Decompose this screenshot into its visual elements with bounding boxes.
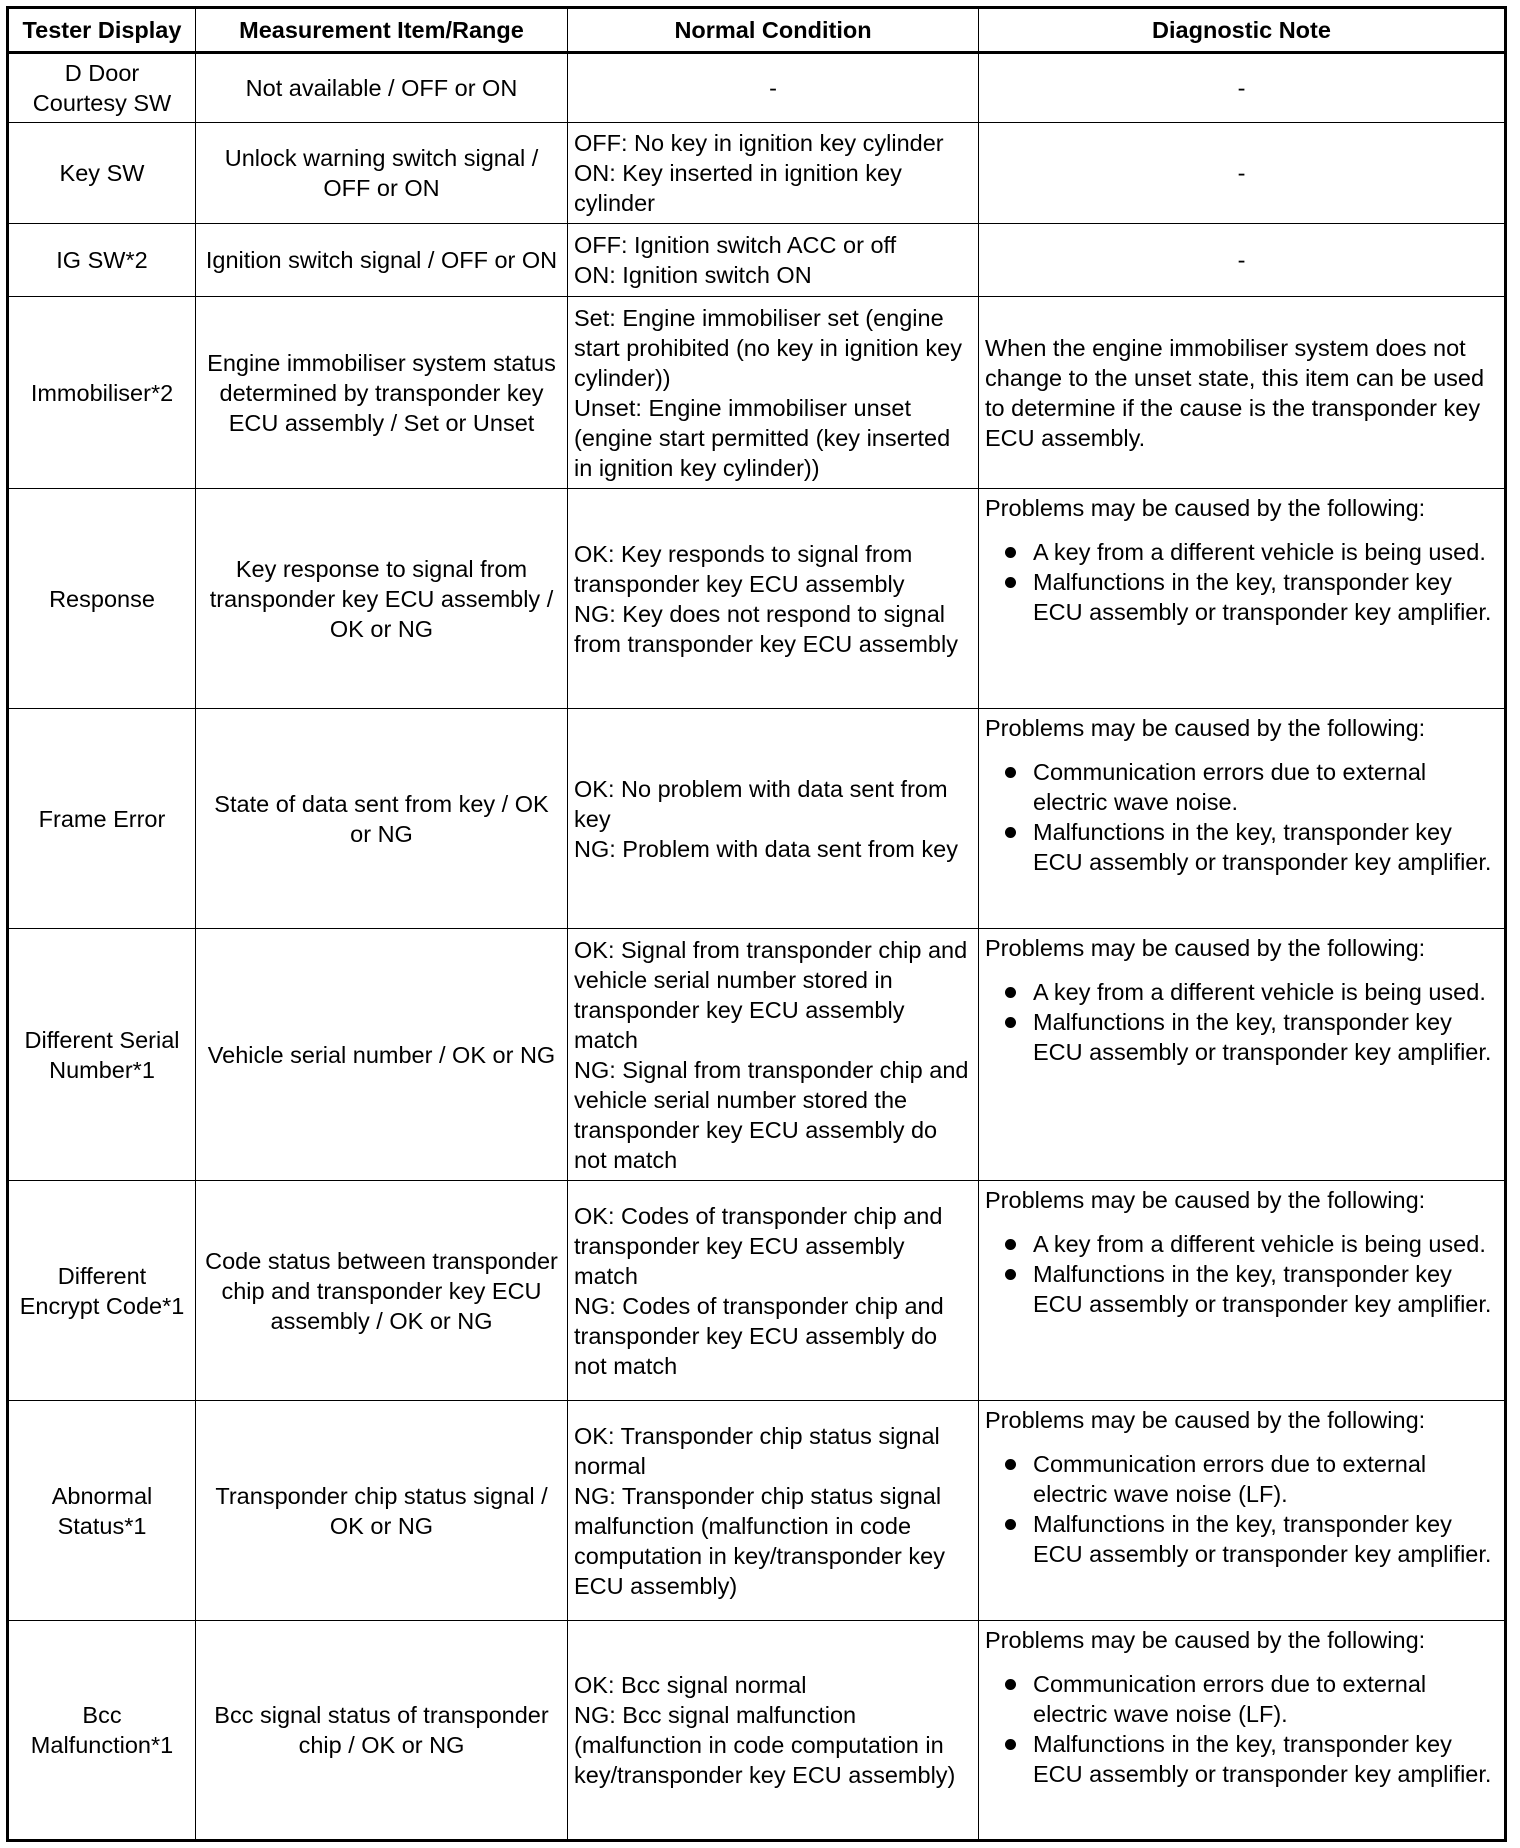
list-item: Malfunctions in the key, transponder key ECU assembly or transponder key amplifier. — [985, 567, 1498, 627]
measurement-text: Key response to signal from transponder key ECU assembly / OK or NG — [209, 555, 554, 642]
table-row — [8, 709, 1506, 929]
diagnostic-note-text: Problems may be caused by the following: — [985, 495, 1426, 521]
table-row — [8, 123, 1506, 224]
list-item: A key from a different vehicle is being used. — [985, 977, 1498, 1007]
measurement-cell — [196, 224, 568, 297]
tester-display-cell — [8, 489, 196, 709]
normal-condition-cell — [568, 929, 979, 1181]
measurement-cell — [196, 709, 568, 929]
measurement-cell — [196, 123, 568, 224]
tester-display-cell — [8, 1621, 196, 1841]
tester-display-cell — [8, 1401, 196, 1621]
measurement-text: Bcc signal status of transponder chip / OK or NG — [214, 1702, 549, 1758]
tester-display-cell — [8, 224, 196, 297]
normal-condition-cell — [568, 709, 979, 929]
diagnostic-note-cell — [979, 123, 1506, 224]
normal-condition-line: OK: Signal from transponder chip and vehicle serial number stored in transponder key ECU assembly match — [574, 936, 968, 1053]
normal-condition-line: OK: Codes of transponder chip and transponder key ECU assembly match — [574, 1202, 943, 1289]
cause-list — [985, 1449, 1498, 1569]
data-list-sheet — [6, 6, 1507, 1842]
diagnostic-note-text: Problems may be caused by the following: — [985, 935, 1426, 961]
measurement-text: Engine immobiliser system status determined by transponder key ECU assembly / Set or Unset — [207, 349, 556, 436]
tester-display-cell — [8, 297, 196, 489]
normal-condition-line: - — [769, 75, 777, 101]
list-item: Communication errors due to external electric wave noise (LF). — [985, 1669, 1498, 1729]
cause-list — [985, 977, 1498, 1067]
measurement-cell — [196, 1181, 568, 1401]
normal-condition-line: Unset: Engine immobiliser unset (engine start permitted (key inserted in ignition key cylinder)) — [574, 394, 951, 481]
measurement-text: Transponder chip status signal / OK or NG — [215, 1482, 548, 1539]
measurement-cell — [196, 1401, 568, 1621]
tester-display-text: Key SW — [59, 160, 145, 186]
normal-condition-line: ON: Key inserted in ignition key cylinder — [574, 160, 902, 216]
diagnostic-note-text: - — [1237, 160, 1246, 186]
list-item: Malfunctions in the key, transponder key ECU assembly or transponder key amplifier. — [985, 1729, 1498, 1789]
normal-condition-line: OFF: Ignition switch ACC or off — [574, 232, 897, 258]
tester-display-cell — [8, 929, 196, 1181]
measurement-text: Unlock warning switch signal / OFF or ON — [224, 145, 539, 201]
list-item: A key from a different vehicle is being used. — [985, 1229, 1498, 1259]
table-row — [8, 1401, 1506, 1621]
table-body — [8, 53, 1506, 1841]
table-row — [8, 929, 1506, 1181]
table-row — [8, 297, 1506, 489]
measurement-text: Code status between transponder chip and transponder key ECU assembly / OK or NG — [205, 1247, 558, 1334]
normal-condition-cell — [568, 224, 979, 297]
normal-condition-line: OFF: No key in ignition key cylinder — [574, 130, 944, 156]
tester-display-text: Frame Error — [38, 805, 166, 832]
header-diagnostic-note: Diagnostic Note — [979, 8, 1506, 53]
diagnostic-note-cell — [979, 929, 1506, 1181]
measurement-text: Ignition switch signal / OFF or ON — [205, 247, 558, 273]
measurement-text: Vehicle serial number / OK or NG — [207, 1041, 556, 1068]
diagnostic-note-cell — [979, 1621, 1506, 1841]
data-list-table — [6, 6, 1507, 1842]
list-item: Communication errors due to external electric wave noise. — [985, 757, 1498, 817]
normal-condition-line: NG: Signal from transponder chip and vehicle serial number stored the transponder key ECU assembly do not match — [574, 1056, 969, 1173]
list-item: Malfunctions in the key, transponder key ECU assembly or transponder key amplifier. — [985, 1259, 1498, 1319]
diagnostic-note-text: - — [1237, 247, 1246, 273]
measurement-cell — [196, 929, 568, 1181]
diagnostic-note-cell — [979, 709, 1506, 929]
measurement-cell — [196, 489, 568, 709]
diagnostic-note-cell — [979, 224, 1506, 297]
normal-condition-cell — [568, 1621, 979, 1841]
table-row — [8, 1621, 1506, 1841]
normal-condition-line: NG: Codes of transponder chip and transponder key ECU assembly do not match — [574, 1292, 944, 1379]
measurement-text: State of data sent from key / OK or NG — [214, 790, 549, 847]
tester-display-text: Different Serial Number*1 — [24, 1026, 180, 1083]
measurement-cell — [196, 297, 568, 489]
tester-display-cell — [8, 53, 196, 123]
header-measurement-item: Measurement Item/Range — [196, 8, 568, 53]
diagnostic-note-text: Problems may be caused by the following: — [985, 1407, 1426, 1433]
normal-condition-line: NG: Transponder chip status signal malfunction (malfunction in code computation in key/transponder key ECU assembly) — [574, 1482, 945, 1599]
diagnostic-note-text: When the engine immobiliser system does not change to the unset state, this item can be used to determine if the cause is the transponder key ECU assembly. — [985, 334, 1485, 451]
list-item: A key from a different vehicle is being used. — [985, 537, 1498, 567]
normal-condition-line: NG: Problem with data sent from key — [574, 835, 958, 862]
list-item: Communication errors due to external electric wave noise (LF). — [985, 1449, 1498, 1509]
diagnostic-note-cell — [979, 1401, 1506, 1621]
normal-condition-line: ON: Ignition switch ON — [574, 262, 812, 288]
tester-display-text: IG SW*2 — [56, 247, 148, 273]
diagnostic-note-text: Problems may be caused by the following: — [985, 1187, 1426, 1213]
normal-condition-line: OK: No problem with data sent from key — [574, 775, 948, 832]
diagnostic-note-cell — [979, 297, 1506, 489]
tester-display-cell — [8, 123, 196, 224]
tester-display-text: D Door Courtesy SW — [32, 60, 172, 116]
measurement-cell — [196, 53, 568, 123]
table-row — [8, 489, 1506, 709]
tester-display-text: Different Encrypt Code*1 — [19, 1262, 185, 1319]
cause-list — [985, 757, 1498, 877]
list-item: Malfunctions in the key, transponder key ECU assembly or transponder key amplifier. — [985, 1007, 1498, 1067]
header-normal-condition: Normal Condition — [568, 8, 979, 53]
tester-display-text: Bcc Malfunction*1 — [30, 1702, 174, 1758]
tester-display-text: Abnormal Status*1 — [51, 1482, 153, 1539]
table-row — [8, 224, 1506, 297]
normal-condition-cell — [568, 489, 979, 709]
normal-condition-cell — [568, 1401, 979, 1621]
normal-condition-cell — [568, 297, 979, 489]
header-row — [8, 8, 1506, 53]
diagnostic-note-text: Problems may be caused by the following: — [985, 715, 1426, 741]
cause-list — [985, 537, 1498, 627]
diagnostic-note-text: Problems may be caused by the following: — [985, 1627, 1426, 1653]
cause-list — [985, 1669, 1498, 1789]
normal-condition-line: NG: Key does not respond to signal from transponder key ECU assembly — [574, 600, 958, 657]
table-row — [8, 53, 1506, 123]
measurement-cell — [196, 1621, 568, 1841]
normal-condition-cell — [568, 53, 979, 123]
normal-condition-line: OK: Transponder chip status signal normal — [574, 1422, 940, 1479]
tester-display-text: Immobiliser*2 — [30, 379, 174, 406]
normal-condition-line: Set: Engine immobiliser set (engine start prohibited (no key in ignition key cylinder)) — [574, 304, 962, 391]
list-item: Malfunctions in the key, transponder key ECU assembly or transponder key amplifier. — [985, 1509, 1498, 1569]
list-item: Malfunctions in the key, transponder key ECU assembly or transponder key amplifier. — [985, 817, 1498, 877]
diagnostic-note-text: - — [1237, 75, 1246, 101]
diagnostic-note-cell — [979, 53, 1506, 123]
table-row — [8, 1181, 1506, 1401]
cause-list — [985, 1229, 1498, 1319]
normal-condition-cell — [568, 1181, 979, 1401]
normal-condition-line: NG: Bcc signal malfunction (malfunction in code computation in key/transponder key ECU assembly) — [574, 1702, 956, 1788]
normal-condition-line: OK: Bcc signal normal — [574, 1672, 807, 1698]
tester-display-text: Response — [49, 585, 155, 612]
diagnostic-note-cell — [979, 489, 1506, 709]
diagnostic-note-cell — [979, 1181, 1506, 1401]
tester-display-cell — [8, 709, 196, 929]
normal-condition-cell — [568, 123, 979, 224]
measurement-text: Not available / OFF or ON — [245, 75, 518, 101]
header-tester-display: Tester Display — [8, 8, 196, 53]
tester-display-cell — [8, 1181, 196, 1401]
normal-condition-line: OK: Key responds to signal from transponder key ECU assembly — [574, 540, 913, 597]
